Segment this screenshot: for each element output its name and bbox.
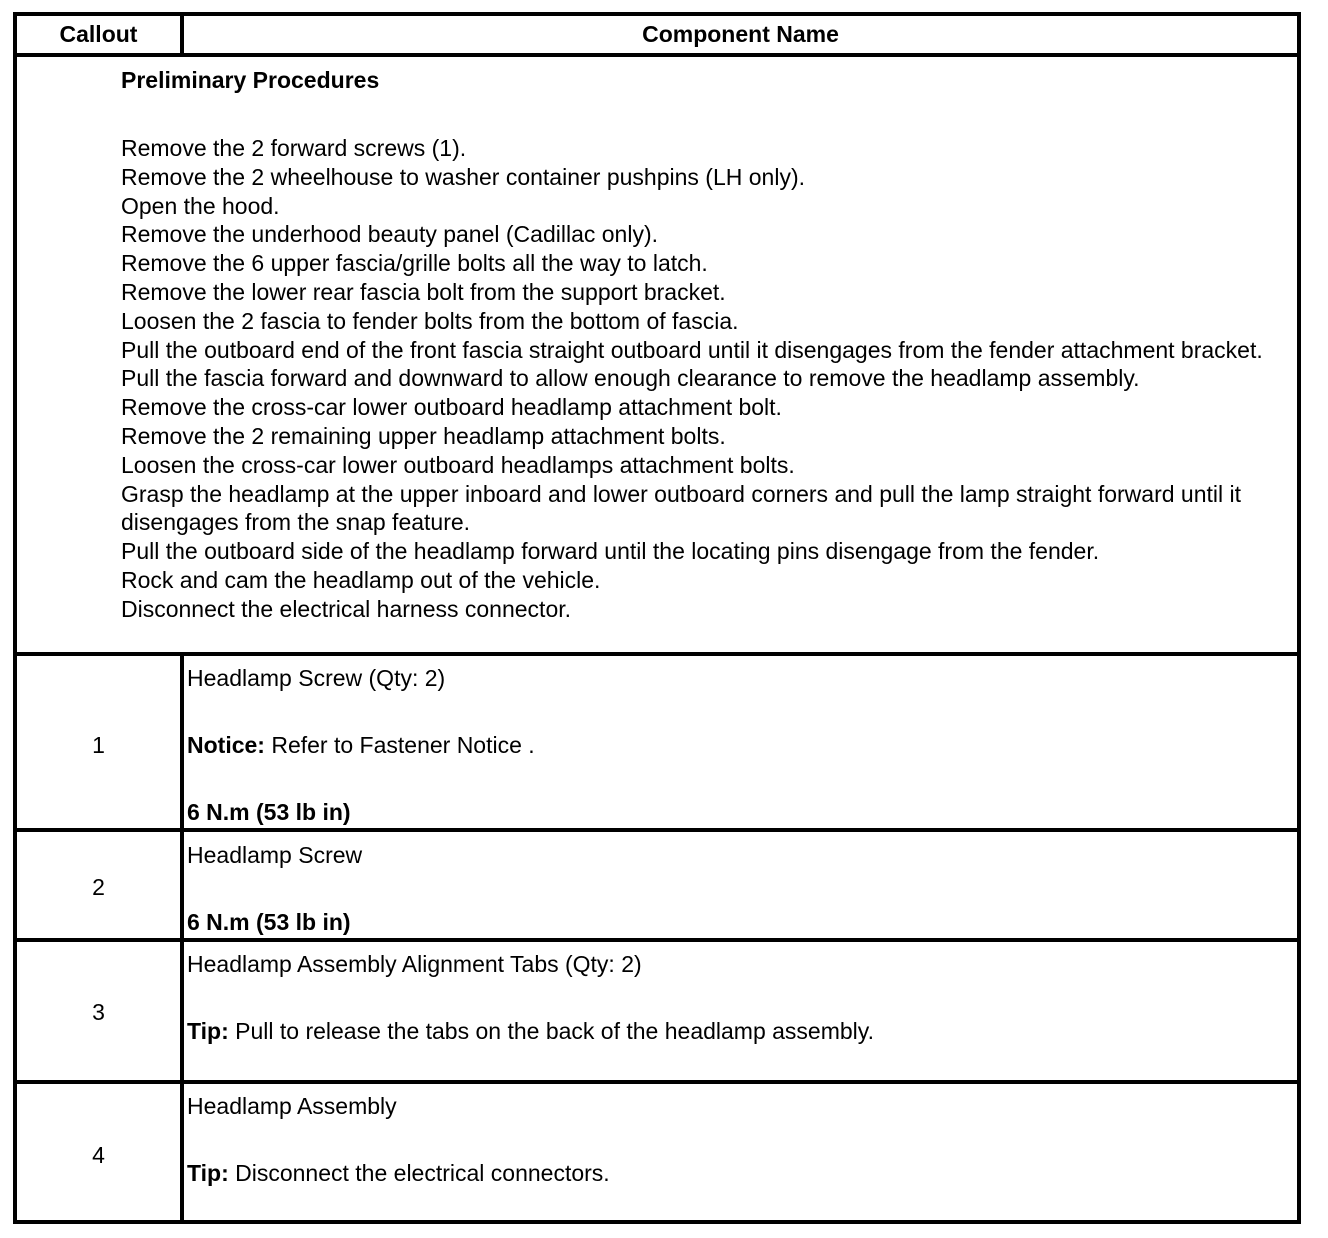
row-4-component-name: Headlamp Assembly bbox=[187, 1093, 397, 1119]
list-item: Grasp the headlamp at the upper inboard and lower outboard corners and pull the lamp straight forward until it disengages from the snap feature. bbox=[121, 480, 1241, 536]
list-item: Loosen the cross-car lower outboard headlamps attachment bolts. bbox=[121, 451, 795, 478]
row-2-component-name: Headlamp Screw bbox=[187, 842, 363, 868]
notice-text: Refer to Fastener Notice . bbox=[264, 732, 535, 758]
list-item: Loosen the 2 fascia to fender bolts from the bottom of fascia. bbox=[121, 307, 739, 334]
preliminary-steps-list bbox=[121, 134, 1281, 624]
row-1-notice bbox=[187, 731, 535, 760]
list-item: Remove the lower rear fascia bolt from the support bracket. bbox=[121, 278, 726, 305]
list-item: Pull the outboard end of the front fascia straight outboard until it disengages from the fender attachment bracket. bbox=[121, 336, 1263, 363]
header-callout: Callout bbox=[59, 21, 138, 47]
row-1-torque: 6 N.m (53 lb in) bbox=[187, 799, 351, 825]
header-divider bbox=[17, 53, 1297, 57]
row-1-column-divider bbox=[180, 652, 184, 828]
row-3-divider bbox=[17, 1080, 1297, 1084]
list-item: Remove the 2 wheelhouse to washer container pushpins (LH only). bbox=[121, 163, 805, 190]
row-3-column-divider bbox=[180, 938, 184, 1080]
tip-text: Pull to release the tabs on the back of the headlamp assembly. bbox=[228, 1018, 874, 1044]
procedure-table bbox=[13, 12, 1301, 1224]
list-item: Remove the underhood beauty panel (Cadillac only). bbox=[121, 221, 658, 248]
row-4-column-divider bbox=[180, 1080, 184, 1220]
header-column-divider bbox=[180, 16, 184, 53]
notice-label: Notice: bbox=[187, 732, 265, 758]
list-item: Remove the 2 remaining upper headlamp attachment bolts. bbox=[121, 422, 726, 449]
list-item: Remove the 6 upper fascia/grille bolts all the way to latch. bbox=[121, 250, 708, 277]
row-2-divider bbox=[17, 938, 1297, 942]
callout-3: 3 bbox=[92, 999, 105, 1025]
row-2-column-divider bbox=[180, 828, 184, 938]
callout-1: 1 bbox=[92, 732, 105, 758]
list-item: Pull the fascia forward and downward to allow enough clearance to remove the headlamp assembly. bbox=[121, 365, 1140, 392]
preliminary-divider bbox=[17, 652, 1297, 656]
tip-text: Disconnect the electrical connectors. bbox=[228, 1160, 610, 1186]
row-2-torque: 6 N.m (53 lb in) bbox=[187, 909, 351, 935]
preliminary-title: Preliminary Procedures bbox=[121, 67, 380, 93]
row-3-tip bbox=[187, 1017, 874, 1046]
header-component-name: Component Name bbox=[642, 21, 839, 47]
list-item: Disconnect the electrical harness connector. bbox=[121, 595, 572, 622]
tip-label: Tip: bbox=[187, 1160, 229, 1186]
list-item: Open the hood. bbox=[121, 192, 280, 219]
list-item: Pull the outboard side of the headlamp forward until the locating pins disengage from the fender. bbox=[121, 538, 1100, 565]
row-3-component-name: Headlamp Assembly Alignment Tabs (Qty: 2) bbox=[187, 951, 642, 977]
row-4-tip bbox=[187, 1159, 610, 1188]
row-1-component-name: Headlamp Screw (Qty: 2) bbox=[187, 665, 446, 691]
row-1-divider bbox=[17, 828, 1297, 832]
list-item: Remove the 2 forward screws (1). bbox=[121, 135, 467, 161]
list-item: Rock and cam the headlamp out of the vehicle. bbox=[121, 566, 601, 593]
list-item: Remove the cross-car lower outboard headlamp attachment bolt. bbox=[121, 394, 782, 421]
callout-2: 2 bbox=[92, 874, 105, 900]
callout-4: 4 bbox=[92, 1142, 105, 1168]
tip-label: Tip: bbox=[187, 1018, 229, 1044]
